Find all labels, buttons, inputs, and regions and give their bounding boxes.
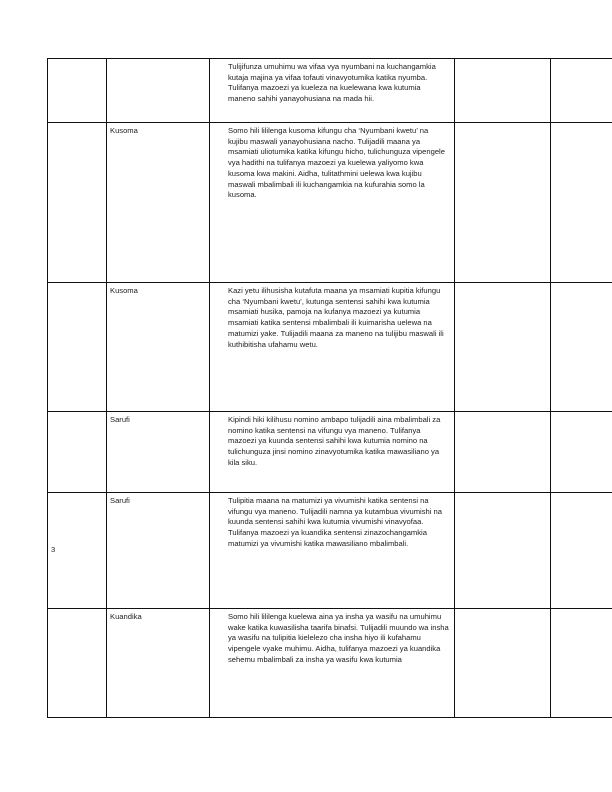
- empty-cell: [551, 59, 612, 123]
- empty-cell: [551, 283, 612, 412]
- topic-cell: [107, 59, 210, 123]
- description-cell: Somo hili lililenga kuelewa aina ya insha ya wasifu na umuhimu wake katika kuwasilisha taarifa binafsi. Tulijadili muundo wa insha ya wasifu na tulipitia kielelezo cha insha hiyo ili kufahamu vipengele vyake muhimu. Aidha, tulifanya mazoezi ya kuandika sehemu mbalimbali za insha ya wasifu kwa kutumia: [210, 609, 455, 718]
- empty-cell: [455, 283, 551, 412]
- description-cell: Somo hili lililenga kusoma kifungu cha ‘Nyumbani kwetu’ na kujibu maswali yanayohusiana nacho. Tulijadili maana ya msamiati uliotumika katika kifungu hicho, tulichunguza vipengele vya hadithi na tulifanya mazoezi ya kuelewa yaliyomo kwa kusoma kwa makini. Aidha, tulitathmini uelewa kwa kujibu maswali mbalimbali ili kuchangamkia na kufurahia somo la kusoma.: [210, 123, 455, 283]
- week-cell: 3: [48, 493, 107, 609]
- week-cell: [48, 609, 107, 718]
- empty-cell: [455, 609, 551, 718]
- empty-cell: [455, 59, 551, 123]
- table-row: [48, 493, 612, 609]
- empty-cell: [551, 493, 612, 609]
- empty-cell: [455, 123, 551, 283]
- description-cell: Kazi yetu ilihusisha kutafuta maana ya msamiati kupitia kifungu cha ‘Nyumbani kwetu’, kutunga sentensi sahihi kwa kutumia msamiati husika, pamoja na kufanya mazoezi ya kutumia msamiati katika sentensi mbalimbali ili kuimarisha uelewa na matumizi yake. Tulijadili maana za maneno na tulijibu maswali ili kuthibitisha ufahamu wetu.: [210, 283, 455, 412]
- empty-cell: [551, 123, 612, 283]
- empty-cell: [455, 493, 551, 609]
- description-cell: Tulipitia maana na matumizi ya vivumishi katika sentensi na vifungu vya maneno. Tulijadili namna ya kutambua vivumishi na kuunda sentensi sahihi kwa kutumia vivumishi vinavyofaa. Tulifanya mazoezi ya kuandika sentensi zinazochangamkia matumizi ya vivumishi katika mawasiliano mbalimbali.: [210, 493, 455, 609]
- week-cell: [48, 123, 107, 283]
- table-row: [48, 123, 612, 283]
- table-row: [48, 283, 612, 412]
- description-cell: Kipindi hiki kilihusu nomino ambapo tulijadili aina mbalimbali za nomino katika sentensi na vifungu vya maneno. Tulifanya mazoezi ya kuunda sentensi sahihi kwa kutumia nomino na tulichunguza jinsi nomino zinavyotumika katika mawasiliano ya kila siku.: [210, 412, 455, 493]
- topic-cell: Sarufi: [107, 493, 210, 609]
- empty-cell: [455, 412, 551, 493]
- week-cell: [48, 283, 107, 412]
- empty-cell: [551, 609, 612, 718]
- table-row: [48, 609, 612, 718]
- week-cell: [48, 412, 107, 493]
- topic-cell: Kusoma: [107, 283, 210, 412]
- table-row: [48, 412, 612, 493]
- topic-cell: Kusoma: [107, 123, 210, 283]
- lesson-table: [47, 58, 612, 718]
- topic-cell: Kuandika: [107, 609, 210, 718]
- table-row: [48, 59, 612, 123]
- empty-cell: [551, 412, 612, 493]
- topic-cell: Sarufi: [107, 412, 210, 493]
- week-cell: [48, 59, 107, 123]
- description-cell: Tulijifunza umuhimu wa vifaa vya nyumbani na kuchangamkia kutaja majina ya vifaa tofauti vinavyotumika katika nyumba. Tulifanya mazoezi ya kueleza na kuelewana kwa kutumia maneno sahihi yanayohusiana na mada hii.: [210, 59, 455, 123]
